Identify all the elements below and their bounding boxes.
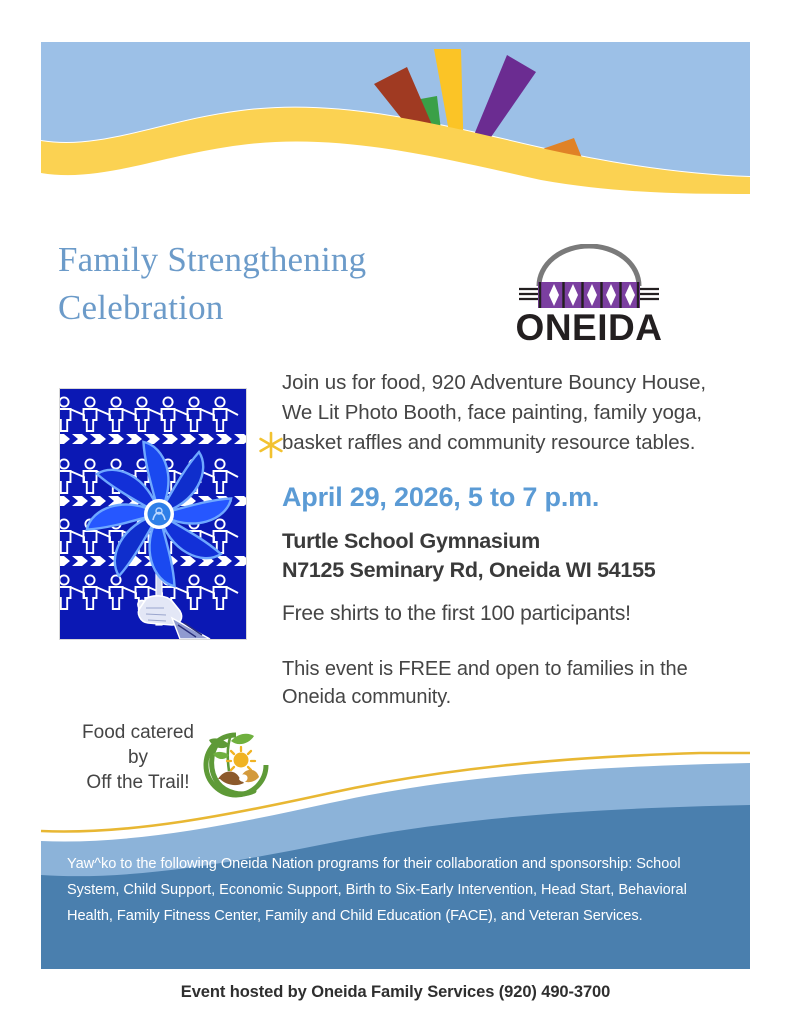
catering-line-3: Off the Trail! bbox=[86, 772, 190, 793]
venue-block bbox=[282, 527, 722, 585]
sponsor-band-edge bbox=[41, 967, 750, 969]
event-date: April 29, 2026, 5 to 7 p.m. bbox=[282, 482, 600, 512]
catering-line-2: by bbox=[127, 747, 149, 768]
page-title bbox=[58, 236, 478, 332]
free-event-note: This event is FREE and open to families in the Oneida community. bbox=[282, 658, 688, 708]
sponsor-acknowledgement: Yaw^ko to the following Oneida Nation programs for their collaboration and sponsorship: School System, Child Support, Economic Support, Birth to Six-Early Intervention, Head Start, Behavioral Health, Family Fitness Center, Family and Child Education (FACE), and Veteran Services. bbox=[67, 856, 687, 924]
top-banner-decoration bbox=[41, 42, 750, 194]
title-line-2: Celebration bbox=[58, 288, 224, 327]
catering-line-1: Food catered bbox=[82, 722, 194, 743]
pinwheel-artwork bbox=[59, 388, 247, 640]
free-shirts-note: Free shirts to the first 100 participants! bbox=[282, 602, 631, 625]
oneida-logo bbox=[497, 244, 682, 344]
logo-arch-icon bbox=[539, 246, 639, 286]
venue-name: Turtle School Gymnasium bbox=[282, 529, 540, 553]
event-details bbox=[282, 368, 722, 711]
venue-address: N7125 Seminary Rd, Oneida WI 54155 bbox=[282, 558, 656, 582]
title-line-1: Family Strengthening bbox=[58, 240, 367, 279]
footer-host-info: Event hosted by Oneida Family Services (920) 490-3700 bbox=[180, 983, 611, 1001]
intro-paragraph: Join us for food, 920 Adventure Bouncy House, We Lit Photo Booth, face painting, family yoga, basket raffles and community resource tables. bbox=[282, 371, 706, 454]
logo-wordmark: ONEIDA bbox=[515, 307, 663, 344]
artwork-pinwheel-hub bbox=[144, 499, 174, 529]
